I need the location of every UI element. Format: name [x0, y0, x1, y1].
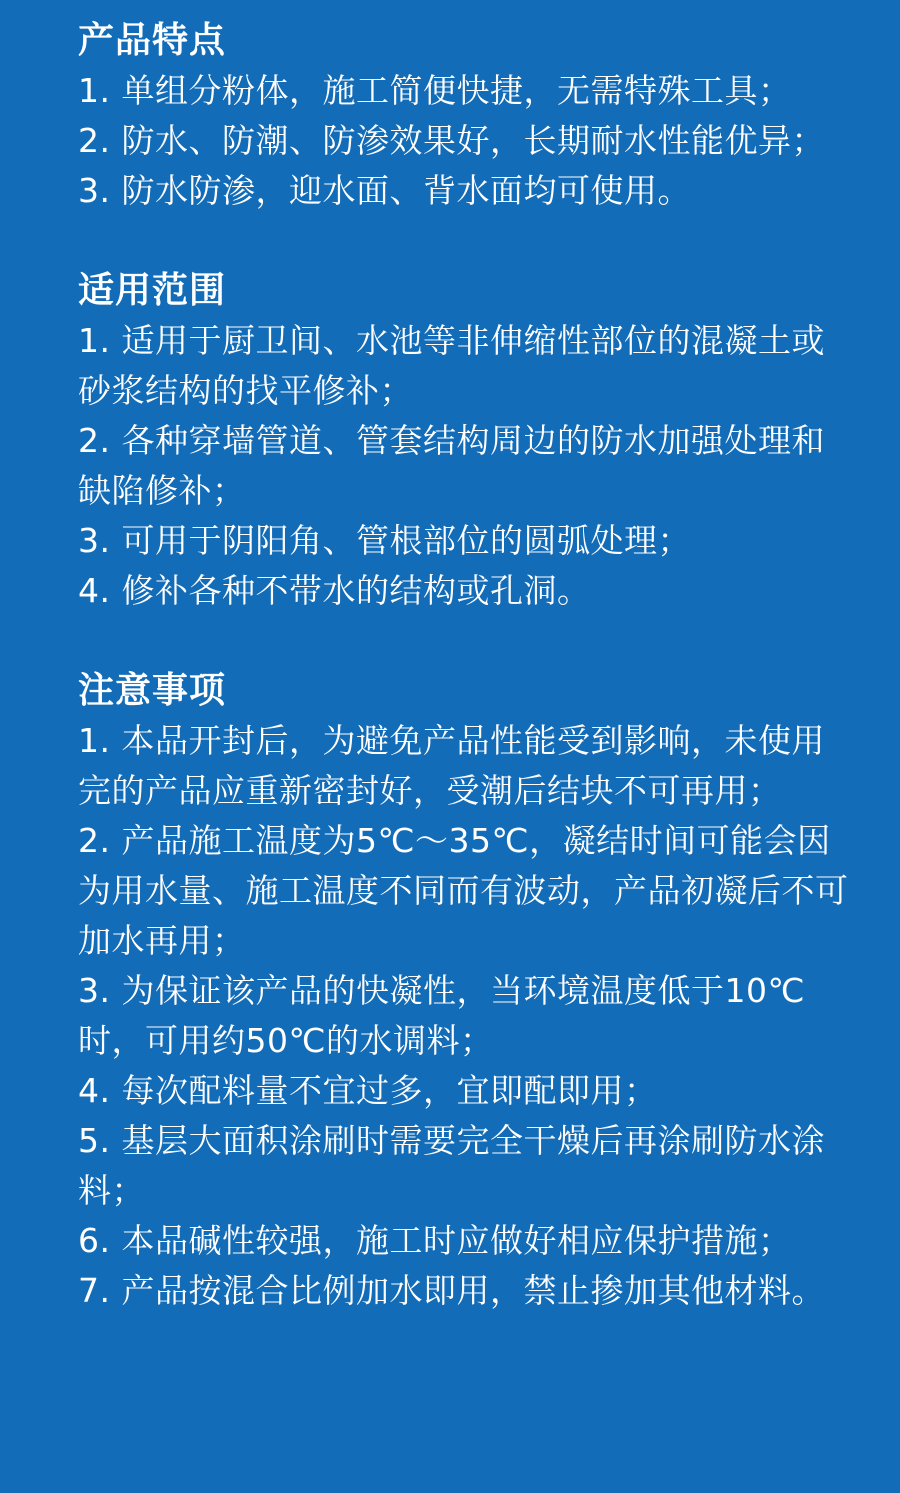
- list-item: 2. 产品施工温度为5℃～35℃，凝结时间可能会因为用水量、施工温度不同而有波动，产品初凝后不可加水再用；: [78, 821, 849, 960]
- list-item: 1. 单组分粉体，施工简便快捷，无需特殊工具；: [78, 71, 792, 110]
- list-item: 3. 可用于阴阳角、管根部位的圆弧处理；: [78, 521, 691, 560]
- section-notes: [78, 666, 850, 1316]
- list-item: 1. 适用于厨卫间、水池等非伸缩性部位的混凝土或砂浆结构的找平修补；: [78, 321, 825, 410]
- section-scope: [78, 266, 850, 616]
- list-item: 5. 基层大面积涂刷时需要完全干燥后再涂刷防水涂料；: [78, 1121, 825, 1210]
- list-item: 7. 产品按混合比例加水即用，禁止掺加其他材料。: [78, 1271, 825, 1310]
- list-item: 3. 防水防渗，迎水面、背水面均可使用。: [78, 171, 691, 210]
- section-heading: 注意事项: [78, 670, 227, 711]
- section-heading: 产品特点: [78, 20, 227, 61]
- list-item: 6. 本品碱性较强，施工时应做好相应保护措施；: [78, 1221, 792, 1260]
- section-heading: 适用范围: [78, 270, 227, 311]
- list-item: 2. 各种穿墙管道、管套结构周边的防水加强处理和缺陷修补；: [78, 421, 825, 510]
- list-item: 4. 修补各种不带水的结构或孔洞。: [78, 571, 591, 610]
- list-item: 1. 本品开封后，为避免产品性能受到影响，未使用完的产品应重新密封好，受潮后结块不可再用；: [78, 721, 825, 810]
- list-item: 2. 防水、防潮、防渗效果好，长期耐水性能优异；: [78, 121, 825, 160]
- list-item: 3. 为保证该产品的快凝性，当环境温度低于10℃时，可用约50℃的水调料；: [78, 971, 806, 1060]
- section-features: [78, 16, 850, 216]
- list-item: 4. 每次配料量不宜过多，宜即配即用；: [78, 1071, 658, 1110]
